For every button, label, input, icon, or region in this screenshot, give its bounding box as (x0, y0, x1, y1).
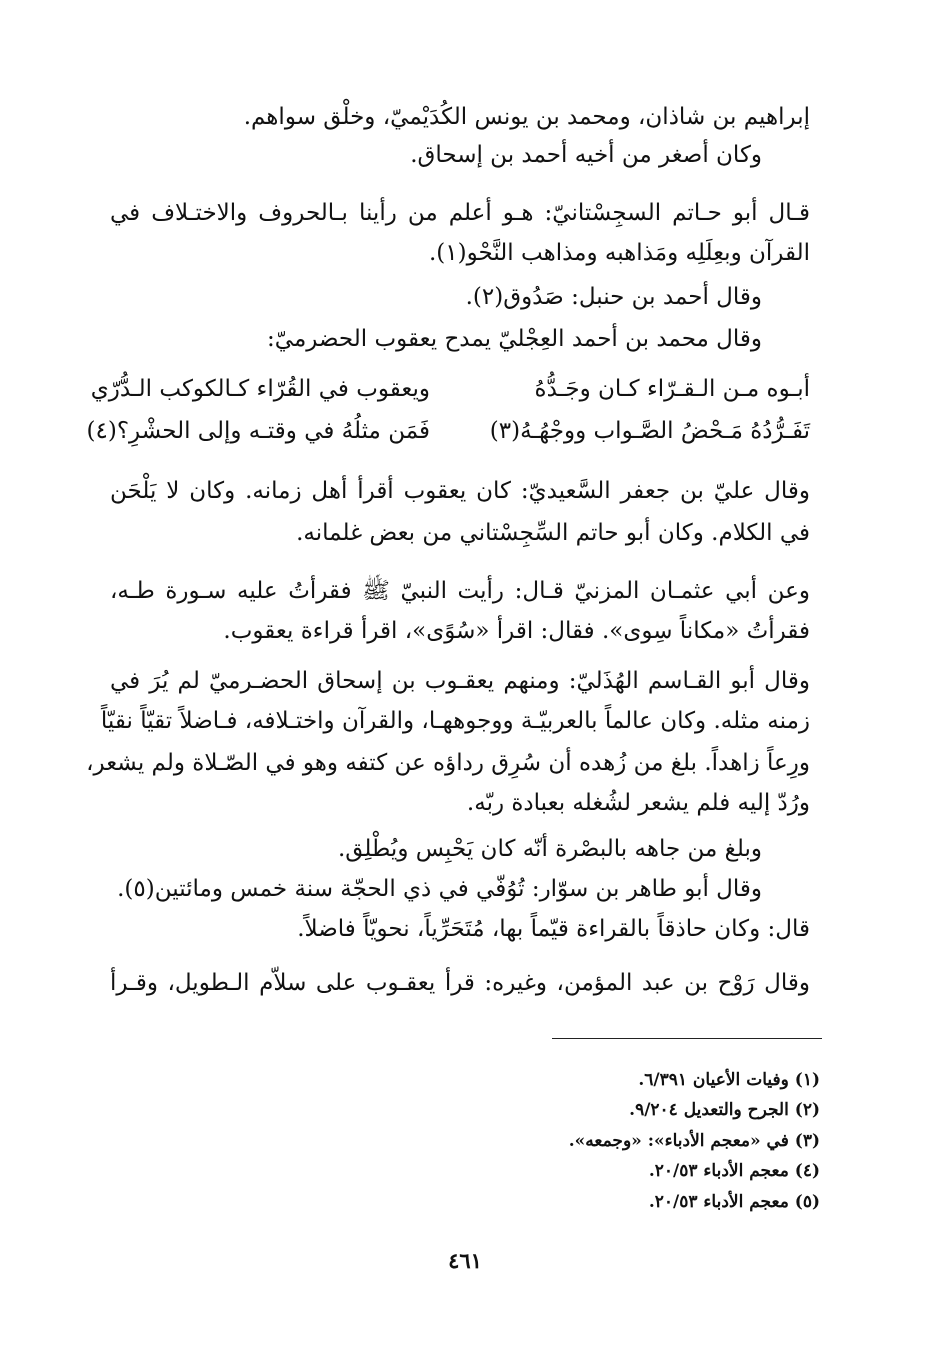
text-line: وقال أحمد بن حنبل: صَدُوق(٢). (465, 284, 762, 310)
text-line: قال: وكان حاذقاً بالقراءة قيّماً بها، مُتَحَرِّياً، نحويّاً فاضلاً. (297, 916, 810, 942)
footnote: (٣) في «معجم الأدباء»: «وجمعه». (568, 1131, 820, 1151)
text-line: قـال أبو حـاتم السجِسْتانيّ: هـو أعلم من رأينا بـالحروف والاختـلاف في (110, 200, 810, 226)
poem-hemistich: فَمَن مثلُهُ في وقتـه وإلى الحشْرِ؟(٤) (86, 418, 430, 444)
text-line: وعن أبي عثمـان المزنيّ قـال: رأيت النبيّ ﷺ فقرأتُ عليه سـورة طـه، (110, 578, 810, 604)
text-line: فقرأتُ «مكاناً سِوى». فقال: اقرأ «سُوًى»، اقرأ قراءة يعقوب. (223, 618, 810, 644)
text-line: وقال عليّ بن جعفر السَّعيديّ: كان يعقوب أقرأ أهل زمانه. وكان لا يَلْحَن (110, 478, 810, 504)
footnote: (٤) معجم الأدباء ٢٠/٥٣. (648, 1161, 820, 1181)
text-line: وبلغ من جاهه بالبصْرة أنّه كان يَحْبِس ويُطْلِق. (337, 836, 762, 862)
text-line: ورُدّ إليه فلم يشعر لشُغله بعبادة ربّه. (466, 790, 810, 816)
text-line: ورِعاً زاهداً. بلغ من زُهده أن سُرِق رداؤه عن كتفه وهو في الصّـلاة ولم يشعر، (86, 750, 810, 776)
text-line: وقال محمد بن أحمد العِجْليّ يمدح يعقوب الحضرميّ: (267, 326, 762, 352)
text-line: زمنه مثله. وكان عالماً بالعربيّـة ووجوههـا، والقرآن واختـلافه، فـاضلاً تقيّاً نقيّاً (100, 708, 810, 734)
poem-hemistich: ويعقوب في القُرّاء كـالكوكب الـدُّرّي (90, 376, 430, 402)
footnote: (٥) معجم الأدباء ٢٠/٥٣. (648, 1192, 820, 1212)
text-line: القرآن وبعِلَلِه ومَذاهبه ومذاهب النَّحْو(١). (428, 240, 810, 266)
text-line: وقال رَوْح بن عبد المؤمن، وغيره: قرأ يعقـوب على سلاّم الـطويل، وقـرأ (110, 970, 810, 996)
poem-hemistich: تَفَـرُّدُهُ مَـحْضُ الصَّـواب ووجْهُـهُ(٣) (489, 418, 810, 444)
footnote: (١) وفيات الأعيان ٦/٣٩١. (638, 1070, 820, 1090)
footnote-divider (552, 1038, 822, 1039)
footnote: (٢) الجرح والتعديل ٩/٢٠٤. (629, 1100, 820, 1120)
page-number: ٤٦١ (448, 1248, 482, 1273)
text-line: في الكلام. وكان أبو حاتم السِّجِسْتاني من بعض غلمانه. (296, 520, 810, 546)
text-line: وكان أصغر من أخيه أحمد بن إسحاق. (410, 142, 762, 168)
text-line: وقال أبو طاهر بن سوّار: تُوُفّي في ذي الحجّة سنة خمس ومائتين(٥). (117, 876, 762, 902)
poem-hemistich: أبـوه مـن الـقـرّاء كـان وجَـدُّهُ (534, 376, 810, 402)
text-line: إبراهيم بن شاذان، ومحمد بن يونس الكُدَيْميّ، وخلْق سواهم. (243, 104, 810, 130)
text-line: وقال أبو القـاسم الهُذَليّ: ومنهم يعقـوب بن إسحاق الحضـرميّ لم يُرَ في (110, 668, 810, 694)
